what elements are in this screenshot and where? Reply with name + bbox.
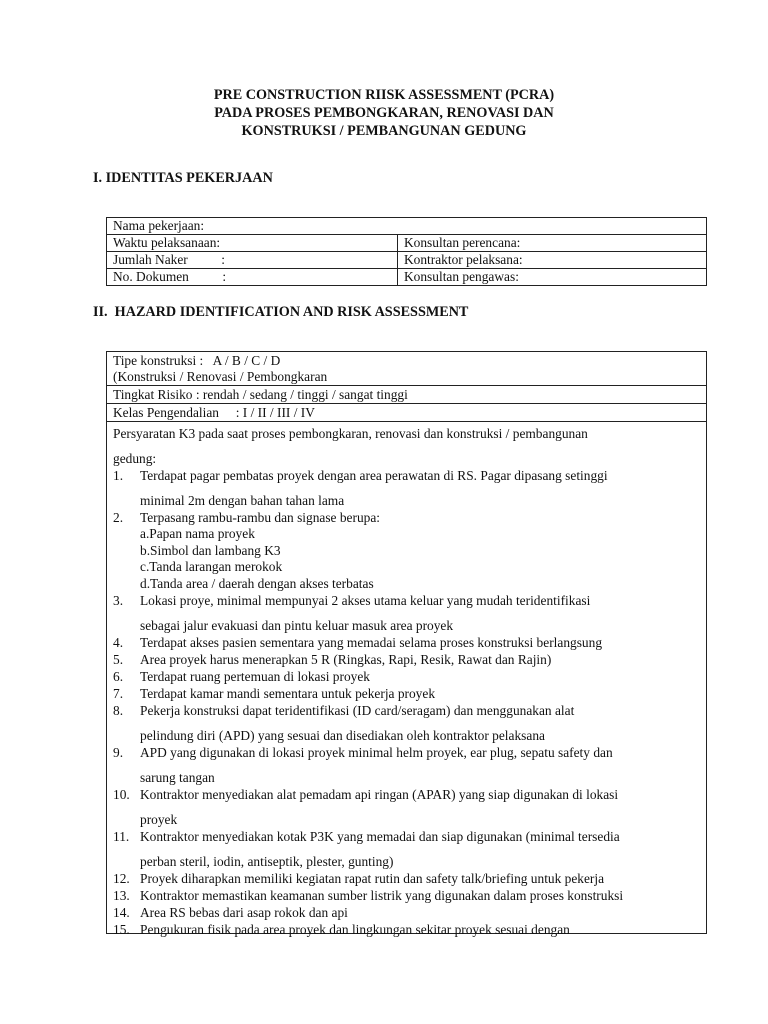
section-heading-hazard: II. HAZARD IDENTIFICATION AND RISK ASSESSMENT — [93, 304, 469, 320]
item-text: Kontraktor menyediakan alat pemadam api ringan (APAR) yang siap digunakan di lokasi — [140, 787, 619, 802]
sub-item: c.Tanda larangan merokok — [140, 559, 283, 574]
title-line-3: KONSTRUKSI / PEMBANGUNAN GEDUNG — [241, 123, 527, 139]
document-title — [0, 86, 768, 140]
tipe-konstruksi-row — [107, 352, 706, 386]
item-number: 12. — [113, 871, 130, 886]
list-item — [113, 744, 706, 761]
konsultan-perencana-cell: Konsultan perencana: — [398, 235, 707, 252]
item-number: 4. — [113, 635, 124, 650]
item-text: Terdapat akses pasien sementara yang memadai selama proses konstruksi berlangsung — [140, 635, 603, 650]
konsultan-pengawas-cell: Konsultan pengawas: — [398, 269, 707, 286]
item-text: Kontraktor menyediakan kotak P3K yang memadai dan siap digunakan (minimal tersedia — [140, 829, 620, 844]
identitas-table — [106, 217, 707, 286]
list-item — [113, 887, 706, 904]
list-item — [113, 467, 706, 484]
table-row — [107, 218, 707, 235]
item-number: 3. — [113, 593, 124, 608]
item-number: 15. — [113, 922, 130, 937]
item-text: Terdapat kamar mandi sementara untuk pekerja proyek — [140, 686, 436, 701]
item-text: APD yang digunakan di lokasi proyek minimal helm proyek, ear plug, sepatu safety dan — [140, 745, 613, 760]
tipe-konstruksi-options: (Konstruksi / Renovasi / Pembongkaran — [113, 369, 328, 384]
list-item — [113, 651, 706, 668]
no-dokumen-cell: No. Dokumen : — [107, 269, 398, 286]
item-text: Proyek diharapkan memiliki kegiatan rapat rutin dan safety talk/briefing untuk pekerja — [140, 871, 605, 886]
item-number: 13. — [113, 888, 130, 903]
item-number: 2. — [113, 510, 124, 525]
item-text-cont: pelindung diri (APD) yang sesuai dan disediakan oleh kontraktor pelaksana — [140, 728, 545, 743]
requirements-intro: Persyaratan K3 pada saat proses pembongkaran, renovasi dan konstruksi / pembangunan — [113, 426, 588, 441]
item-text: Lokasi proye, minimal mempunyai 2 akses utama keluar yang mudah teridentifikasi — [140, 593, 591, 608]
title-line-2: PADA PROSES PEMBONGKARAN, RENOVASI DAN — [214, 105, 554, 121]
list-item — [113, 828, 706, 845]
kelas-pengendalian-row: Kelas Pengendalian : I / II / III / IV — [107, 404, 706, 422]
table-row — [107, 269, 707, 286]
title-line-1: PRE CONSTRUCTION RIISK ASSESSMENT (PCRA) — [213, 87, 555, 103]
item-number: 5. — [113, 652, 124, 667]
jumlah-naker-cell: Jumlah Naker : — [107, 252, 398, 269]
item-number: 1. — [113, 468, 124, 483]
tingkat-risiko-row: Tingkat Risiko : rendah / sedang / tinggi / sangat tinggi — [107, 386, 706, 404]
item-text: Pengukuran fisik pada area proyek dan lingkungan sekitar proyek sesuai dengan — [140, 922, 570, 937]
item-number: 6. — [113, 669, 124, 684]
item-number: 10. — [113, 787, 130, 802]
list-item — [113, 509, 706, 526]
item-text: Terpasang rambu-rambu dan signase berupa: — [140, 510, 381, 525]
item-number: 9. — [113, 745, 124, 760]
item-number: 11. — [113, 829, 130, 844]
waktu-pelaksanaan-cell: Waktu pelaksanaan: — [107, 235, 398, 252]
item-text-cont: sarung tangan — [140, 770, 215, 785]
item-number: 8. — [113, 703, 124, 718]
table-row — [107, 235, 707, 252]
requirements-intro-cont: gedung: — [113, 451, 157, 466]
item-text-cont: perban steril, iodin, antiseptik, plester, gunting) — [140, 854, 394, 869]
list-item — [113, 634, 706, 651]
item-number: 14. — [113, 905, 130, 920]
list-item — [113, 870, 706, 887]
item-text: Area proyek harus menerapkan 5 R (Ringkas, Rapi, Resik, Rawat dan Rajin) — [140, 652, 552, 667]
section-heading-identitas: I. IDENTITAS PEKERJAAN — [93, 170, 273, 186]
hazard-table — [106, 351, 707, 937]
list-item — [113, 668, 706, 685]
list-item — [113, 592, 706, 609]
item-text: Pekerja konstruksi dapat teridentifikasi (ID card/seragam) dan menggunakan alat — [140, 703, 575, 718]
list-item — [113, 685, 706, 702]
sub-item: b.Simbol dan lambang K3 — [140, 542, 281, 558]
requirements-cell — [107, 422, 706, 938]
item-text-cont: minimal 2m dengan bahan tahan lama — [140, 493, 345, 508]
sub-item: a.Papan nama proyek — [140, 526, 255, 541]
tipe-konstruksi-line: Tipe konstruksi : A / B / C / D — [113, 353, 281, 368]
list-item — [113, 921, 706, 938]
list-item — [113, 904, 706, 921]
list-item — [113, 702, 706, 719]
item-number: 7. — [113, 686, 124, 701]
item-text-cont: sebagai jalur evakuasi dan pintu keluar masuk area proyek — [140, 618, 454, 633]
item-text: Area RS bebas dari asap rokok dan api — [140, 905, 348, 920]
table-row — [107, 252, 707, 269]
list-item — [113, 786, 706, 803]
sub-item: d.Tanda area / daerah dengan akses terbatas — [140, 575, 374, 591]
item-text-cont: proyek — [140, 812, 178, 827]
item-text: Terdapat ruang pertemuan di lokasi proyek — [140, 669, 370, 684]
item-text: Kontraktor memastikan keamanan sumber listrik yang digunakan dalam proses konstruksi — [140, 888, 624, 903]
nama-pekerjaan-cell: Nama pekerjaan: — [107, 218, 707, 235]
item-text: Terdapat pagar pembatas proyek dengan area perawatan di RS. Pagar dipasang setinggi — [140, 468, 608, 483]
kontraktor-pelaksana-cell: Kontraktor pelaksana: — [398, 252, 707, 269]
